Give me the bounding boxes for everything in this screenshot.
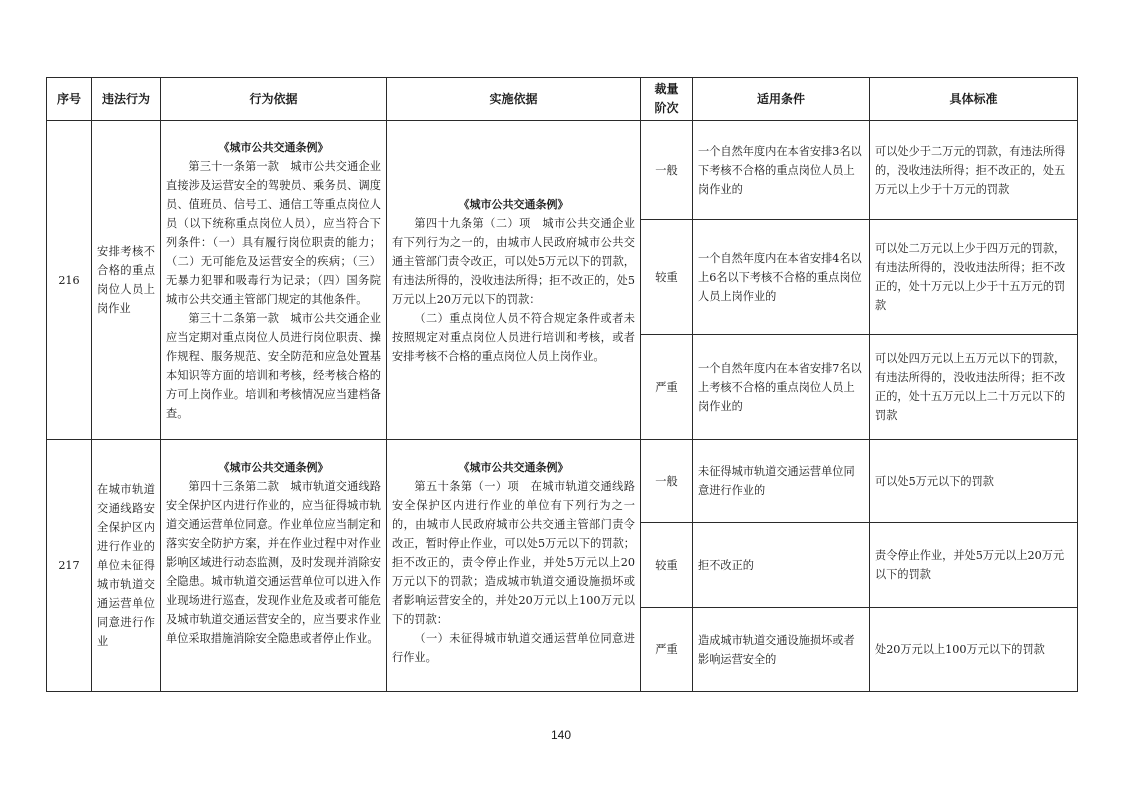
standard-cell: 可以处5万元以下的罚款 [870,440,1078,523]
article-text: 第三十一条第一款 城市公共交通企业直接涉及运营安全的驾驶员、乘务员、调度员、值班员、信号工、通信工等重点岗位人员（以下统称重点岗位人员），应当符合下列条件：（一）具有履行岗位职责的能力；（二）无可能危及运营安全的疾病；（三）无暴力犯罪和吸毒行为记录；（四）国务院城市公共交通主管部门规定的其他条件。 [166,159,381,306]
level-cell: 较重 [641,220,693,335]
law-title: 《城市公共交通条例》 [458,461,569,474]
table-row [47,440,1078,523]
standard-cell: 可以处二万元以上少于四万元的罚款，有违法所得的，没收违法所得；拒不改正的，处十万元以上少于十五万元的罚款 [870,220,1078,335]
article-text: 第三十二条第一款 城市公共交通企业应当定期对重点岗位人员进行岗位职责、操作规程、服务规范、安全防范和应急处置基本知识等方面的培训和考核，经考核合格的方可上岗作业。培训和考核情况应当建档备查。 [166,311,381,420]
basis-cell [161,121,387,440]
law-title: 《城市公共交通条例》 [218,461,329,474]
basis-cell [161,440,387,692]
article-text: 第五十条第（一）项 在城市轨道交通线路安全保护区内进行作业的单位有下列行为之一的，由城市人民政府城市公共交通主管部门责令改正，暂时停止作业，可以处5万元以下的罚款；拒不改正的，责令停止作业，并处5万元以上20万元以下的罚款；造成城市轨道交通设施损坏或者影响运营安全的，并处20万元以上100万元以下的罚款： [392,480,635,626]
level-cell: 严重 [641,608,693,692]
standard-cell: 可以处四万元以上五万元以下的罚款，有违法所得的，没收违法所得；拒不改正的，处十五万元以上二十万元以下的罚款 [870,335,1078,440]
header-row [47,78,1078,121]
header-cond: 适用条件 [693,78,870,121]
impl-cell [387,121,641,440]
article-text: 第四十三条第二款 城市轨道交通线路安全保护区内进行作业的，应当征得城市轨道交通运营单位同意。作业单位应当制定和落实安全防护方案，并在作业过程中对作业影响区域进行动态监测，及时发现并消除安全隐患。城市轨道交通运营单位可以进入作业现场进行巡查，发现作业危及或者可能危及城市轨道交通运营安全的，应当要求作业单位采取措施消除安全隐患或者停止作业。 [166,480,381,645]
article-text: 第四十九条第（二）项 城市公共交通企业有下列行为之一的，由城市人民政府城市公共交通主管部门责令改正，可以处5万元以下的罚款，有违法所得的，没收违法所得；拒不改正的，处5万元以上20万元以下的罚款： [392,216,635,306]
condition-cell: 一个自然年度内在本省安排7名以上考核不合格的重点岗位人员上岗作业的 [693,335,870,440]
standard-cell: 处20万元以上100万元以下的罚款 [870,608,1078,692]
header-std: 具体标准 [870,78,1078,121]
law-title: 《城市公共交通条例》 [458,197,569,211]
level-cell: 严重 [641,335,693,440]
level-cell: 一般 [641,440,693,523]
article-text: （一）未征得城市轨道交通运营单位同意进行作业。 [392,632,635,664]
header-level: 裁量阶次 [641,78,693,121]
table-row [47,121,1078,220]
standard-cell: 责令停止作业，并处5万元以上20万元以下的罚款 [870,523,1078,608]
condition-cell: 造成城市轨道交通设施损坏或者影响运营安全的 [693,608,870,692]
header-basis: 行为依据 [161,78,387,121]
condition-cell: 一个自然年度内在本省安排3名以下考核不合格的重点岗位人员上岗作业的 [693,121,870,220]
violation-cell: 在城市轨道交通线路安全保护区内进行作业的单位未征得城市轨道交通运营单位同意进行作业 [92,440,161,692]
page-number: 140 [550,728,572,742]
law-title: 《城市公共交通条例》 [218,140,329,154]
condition-cell: 未征得城市轨道交通运营单位同意进行作业的 [693,440,870,523]
level-cell: 较重 [641,523,693,608]
standard-cell: 可以处少于二万元的罚款，有违法所得的，没收违法所得；拒不改正的，处五万元以上少于十万元的罚款 [870,121,1078,220]
violation-cell: 安排考核不合格的重点岗位人员上岗作业 [92,121,161,440]
header-violation: 违法行为 [92,78,161,121]
header-impl: 实施依据 [387,78,641,121]
seq-cell: 217 [47,440,92,692]
penalty-discretion-table [46,77,1078,692]
article-text: （二）重点岗位人员不符合规定条件或者未按照规定对重点岗位人员进行培训和考核，或者安排考核不合格的重点岗位人员上岗作业。 [392,311,635,363]
condition-cell: 拒不改正的 [693,523,870,608]
level-cell: 一般 [641,121,693,220]
header-seq: 序号 [47,78,92,121]
seq-cell: 216 [47,121,92,440]
impl-cell [387,440,641,692]
condition-cell: 一个自然年度内在本省安排4名以上6名以下考核不合格的重点岗位人员上岗作业的 [693,220,870,335]
